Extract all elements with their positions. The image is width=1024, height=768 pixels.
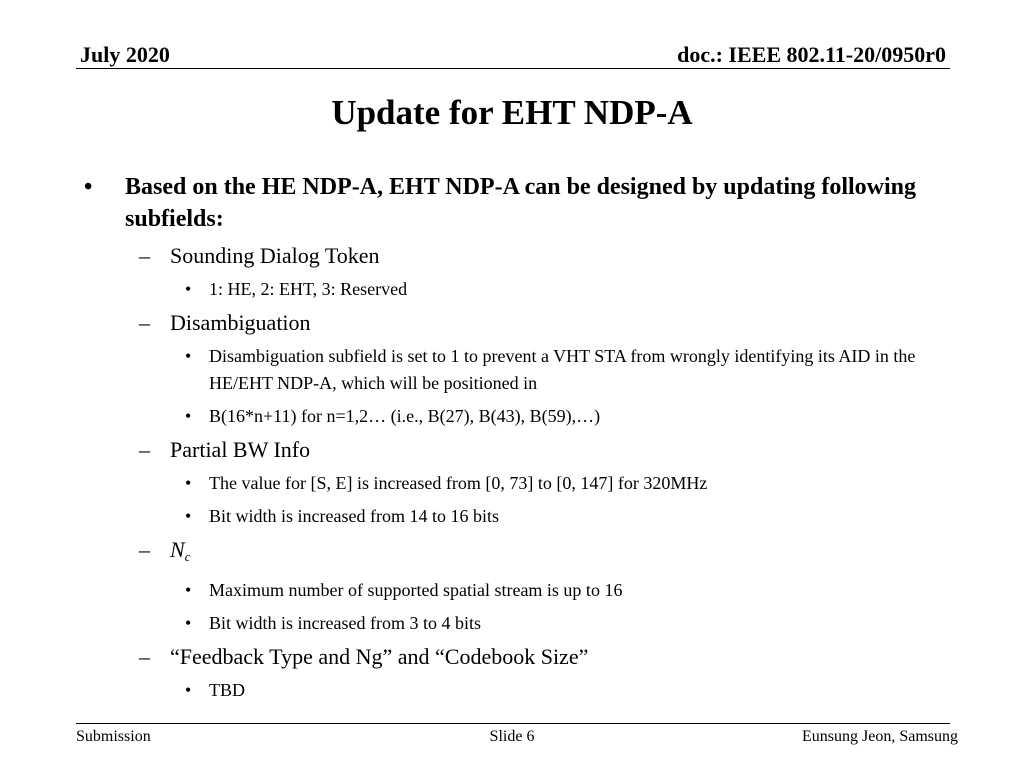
- nc-subscript: c: [184, 549, 191, 564]
- dash-marker: –: [139, 644, 150, 669]
- list-item: [84, 577, 964, 604]
- subfield-feedback-codebook: [84, 643, 964, 671]
- dash-marker: –: [139, 537, 150, 562]
- list-item: [84, 503, 964, 530]
- bullet-marker: •: [185, 279, 192, 299]
- slide-content: [84, 171, 964, 710]
- subfield-label: Disambiguation: [170, 310, 311, 335]
- subfield-partial-bw-info: [84, 436, 964, 464]
- list-item: [84, 677, 964, 704]
- main-bullet-text: Based on the HE NDP-A, EHT NDP-A can be designed by updating following subfields:: [125, 174, 917, 232]
- list-item: [84, 470, 964, 497]
- bullet-marker: •: [185, 580, 192, 600]
- bullet-marker: •: [185, 473, 192, 493]
- header-doc-id: doc.: IEEE 802.11-20/0950r0: [677, 42, 946, 67]
- bullet-marker: •: [185, 346, 192, 366]
- dash-marker: –: [139, 437, 150, 462]
- footer-slide-number: Slide 6: [489, 728, 535, 745]
- dash-marker: –: [139, 310, 150, 335]
- list-item-text: Bit width is increased from 14 to 16 bits: [209, 506, 499, 526]
- list-item-text: Bit width is increased from 3 to 4 bits: [209, 613, 481, 633]
- list-item: [84, 403, 964, 430]
- bullet-marker: •: [185, 406, 192, 426]
- subfield-label: Sounding Dialog Token: [170, 243, 380, 268]
- subfield-label: Partial BW Info: [170, 437, 311, 462]
- subfield-nc: [84, 536, 964, 571]
- bullet-marker: •: [185, 506, 192, 526]
- list-item: [84, 276, 964, 303]
- nc-main: N: [170, 537, 185, 562]
- header-rule: [76, 68, 950, 69]
- bullet-marker: •: [185, 680, 192, 700]
- list-item-text: B(16*n+11) for n=1,2… (i.e., B(27), B(43), B(59),…): [209, 406, 601, 426]
- footer-rule: [76, 723, 950, 724]
- list-item: [84, 343, 964, 397]
- dash-marker: –: [139, 243, 150, 268]
- list-item-text: Maximum number of supported spatial stream is up to 16: [209, 580, 623, 600]
- subfield-label: “Feedback Type and Ng” and “Codebook Size”: [170, 644, 589, 669]
- footer-submission: Submission: [76, 728, 151, 745]
- list-item-text: Disambiguation subfield is set to 1 to prevent a VHT STA from wrongly identifying its AID in the HE/EHT NDP-A, which will be positioned in: [209, 346, 916, 393]
- bullet-marker: •: [185, 613, 192, 633]
- bullet-marker: •: [84, 174, 93, 200]
- list-item: [84, 610, 964, 637]
- list-item-text: The value for [S, E] is increased from [0, 73] to [0, 147] for 320MHz: [209, 473, 708, 493]
- slide-title: Update for EHT NDP-A: [331, 93, 693, 132]
- list-item-text: 1: HE, 2: EHT, 3: Reserved: [209, 279, 408, 299]
- list-item-text: TBD: [209, 680, 245, 700]
- subfield-label-nc: [170, 537, 190, 562]
- subfield-sounding-dialog-token: [84, 242, 964, 270]
- header-date: July 2020: [80, 42, 170, 67]
- subfield-disambiguation: [84, 309, 964, 337]
- footer-author: Eunsung Jeon, Samsung: [802, 728, 958, 745]
- main-bullet: [84, 171, 964, 235]
